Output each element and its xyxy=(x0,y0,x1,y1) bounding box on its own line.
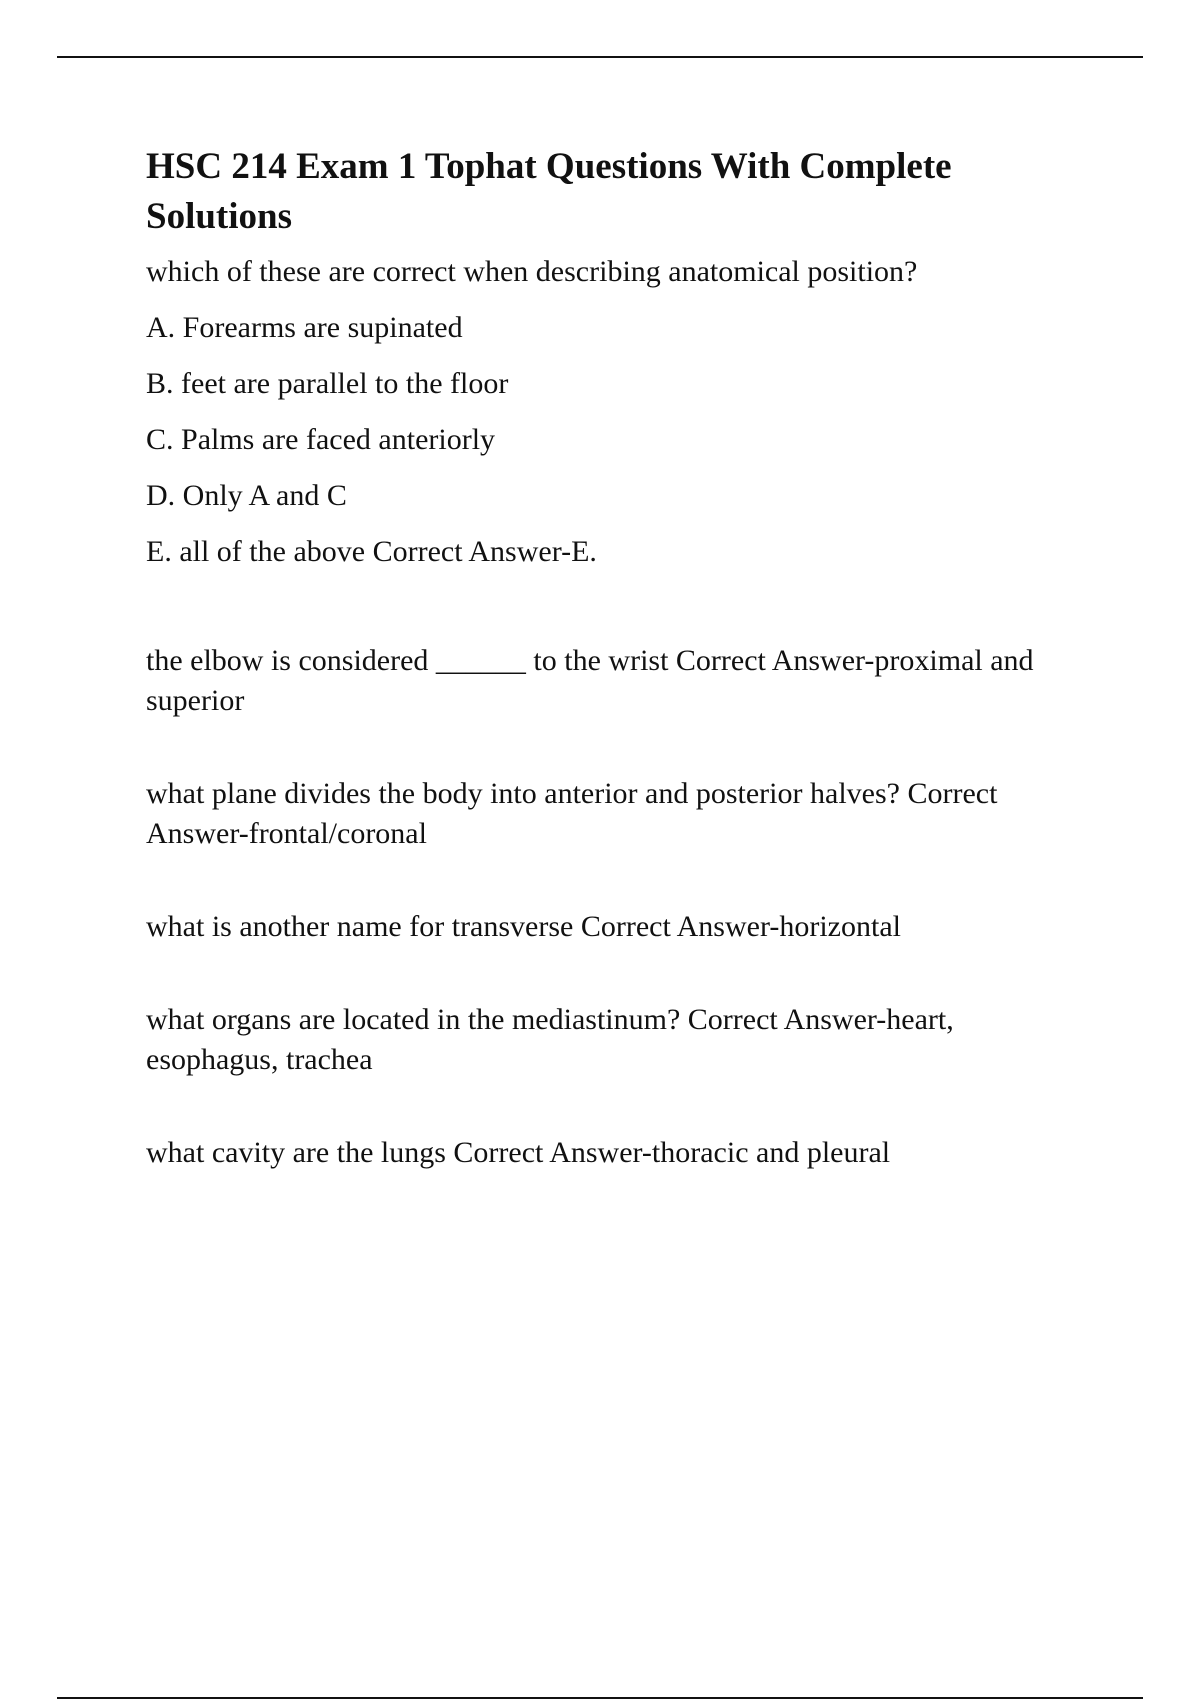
answer-option-e: E. all of the above Correct Answer-E. xyxy=(146,535,597,568)
answer-option-d: D. Only A and C xyxy=(146,479,347,512)
document-title: HSC 214 Exam 1 Tophat Questions With Complete Solutions xyxy=(146,146,952,237)
question-answer: what cavity are the lungs Correct Answer-thoracic and pleural xyxy=(146,1136,891,1169)
question-answer: what is another name for transverse Correct Answer-horizontal xyxy=(146,910,901,943)
question-answer: what organs are located in the mediastinum? Correct Answer-heart, esophagus, trachea xyxy=(146,1003,954,1076)
answer-option-b: B. feet are parallel to the floor xyxy=(146,367,509,400)
header-rule xyxy=(57,56,1143,58)
answer-option-c: C. Palms are faced anteriorly xyxy=(146,423,496,456)
answer-option-a: A. Forearms are supinated xyxy=(146,311,463,344)
question-answer: what plane divides the body into anterior and posterior halves? Correct Answer-frontal/coronal xyxy=(146,777,998,850)
question-answer: the elbow is considered ______ to the wrist Correct Answer-proximal and superior xyxy=(146,644,1034,717)
document-body xyxy=(146,142,1076,1173)
footer-rule xyxy=(57,1697,1143,1699)
question-prompt: which of these are correct when describing anatomical position? xyxy=(146,255,918,288)
